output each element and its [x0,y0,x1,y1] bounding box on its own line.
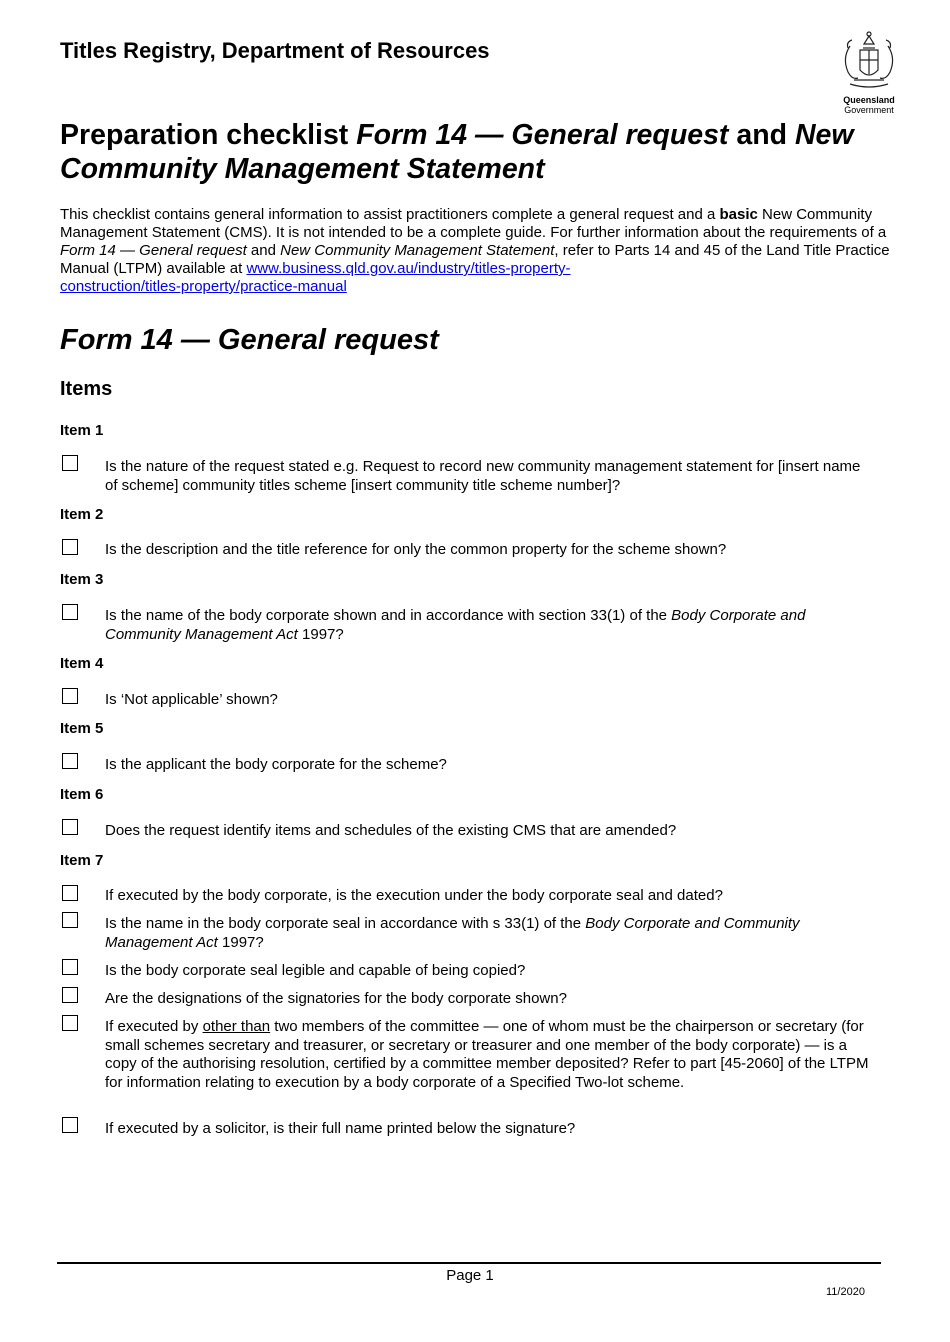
item-heading: Item 7 [60,852,104,869]
checkbox[interactable] [62,1117,78,1133]
checklist-question: Is the name of the body corporate shown and in accordance with section 33(1) of the Body Corporate and Community Management Act 1997? [105,607,806,643]
checkbox[interactable] [62,959,78,975]
intro-paragraph: This checklist contains general information to assist practitioners complete a general request and a basic New Community Management Statement (CMS). It is not intended to be a complete guide. For further information about the requirements of a Form 14 — General request and New Community Management Statement, refer to Parts 14 and 45 of the Land Title Practice Manual (LTPM) available at www.business.qld.gov.au/industry/titles-property- construction/titles-property/practice-manual [60,206,890,295]
revision-date: 11/2020 [826,1286,865,1298]
item-heading: Item 5 [60,720,104,737]
checkbox[interactable] [62,819,78,835]
checkbox[interactable] [62,539,78,555]
checklist-question: Is the nature of the request stated e.g. Request to record new community management statement for [insert name of scheme] community titles scheme [insert community title scheme number]? [105,458,861,494]
checkbox[interactable] [62,987,78,1003]
checklist-question: Is the description and the title reference for only the common property for the scheme shown? [105,541,727,558]
item-heading: Item 6 [60,786,104,803]
checklist-question: Does the request identify items and schedules of the existing CMS that are amended? [105,822,677,839]
footer-divider [57,1262,881,1264]
logo-text-queensland: Queensland [843,95,895,105]
section-title: Form 14 — General request [60,324,439,356]
checklist-question: Is the body corporate seal legible and capable of being copied? [105,962,526,979]
checkbox[interactable] [62,1015,78,1031]
checkbox[interactable] [62,753,78,769]
checklist-question: If executed by the body corporate, is the execution under the body corporate seal and dated? [105,887,723,904]
checkbox[interactable] [62,604,78,620]
practice-manual-link[interactable]: www.business.qld.gov.au/industry/titles-property- construction/titles-property/practice-manual [60,260,571,295]
coat-of-arms-icon [836,28,902,94]
checkbox[interactable] [62,912,78,928]
item-heading: Item 4 [60,655,104,672]
checkbox[interactable] [62,455,78,471]
page-number: Page 1 [446,1267,494,1284]
checkbox[interactable] [62,885,78,901]
checklist-question: Is the applicant the body corporate for the scheme? [105,756,447,773]
checklist-question: Are the designations of the signatories for the body corporate shown? [105,990,567,1007]
item-heading: Item 2 [60,506,104,523]
checklist-question: If executed by a solicitor, is their full name printed below the signature? [105,1120,576,1137]
checkbox[interactable] [62,688,78,704]
queensland-government-logo [834,28,904,115]
item-heading: Item 3 [60,571,104,588]
checklist-question: Is the name in the body corporate seal in accordance with s 33(1) of the Body Corporate and Community Management Act 1997? [105,915,800,951]
logo-text-government: Government [844,105,894,115]
item-heading: Item 1 [60,422,104,439]
subsection-title: Items [60,378,113,400]
checklist-question: Is ‘Not applicable’ shown? [105,691,278,708]
page-title: Preparation checklist Form 14 — General request and New Community Management Statement [60,119,854,185]
checklist-question: If executed by other than two members of the committee — one of whom must be the chairperson or secretary (for small schemes secretary and treasurer, or secretary or treasurer and one member of the body corporate) — is a copy of the authorising resolution, certified by a committee member deposited? Refer to part [45-2060] of the LTPM for information relating to execution by a body corporate of a Specified Two-lot scheme. [105,1018,869,1091]
department-header: Titles Registry, Department of Resources [60,38,490,63]
